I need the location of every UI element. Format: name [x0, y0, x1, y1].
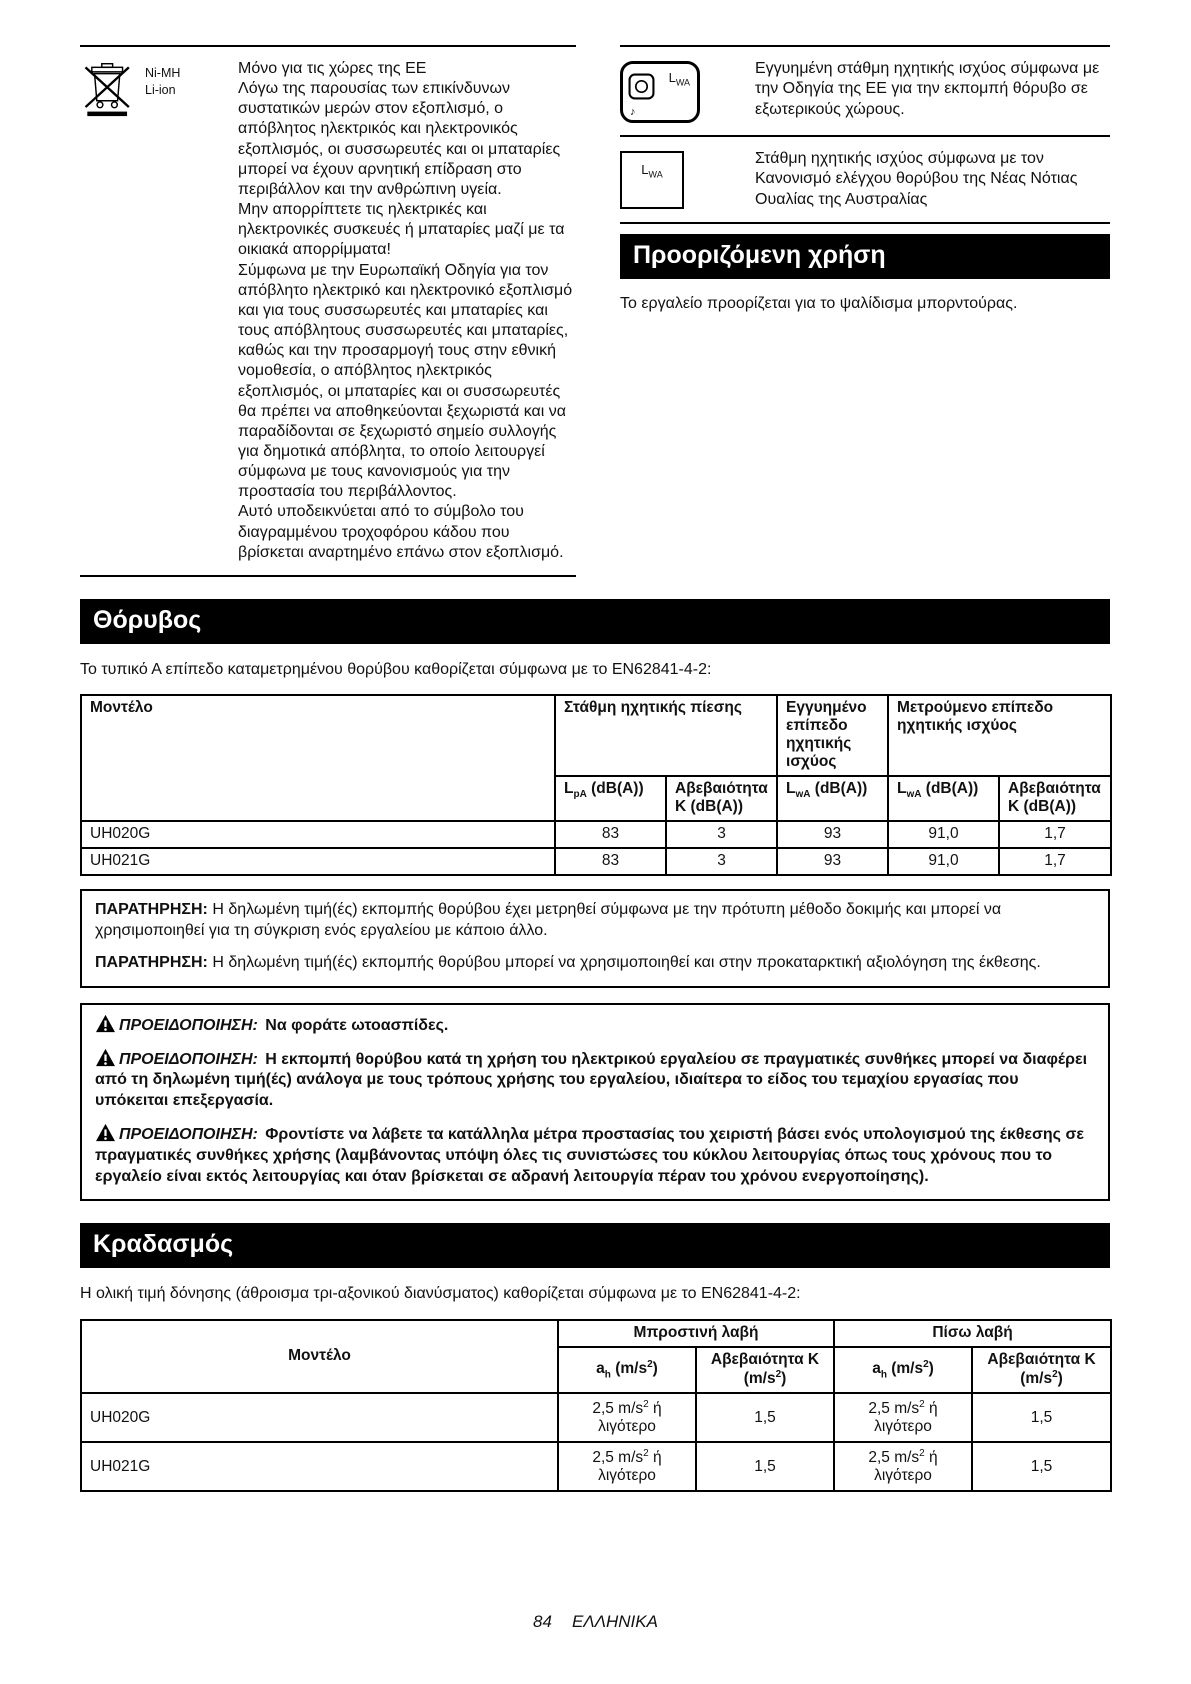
noise-subcol-uncertainty-1: Αβεβαιότητα K (dB(A)) — [666, 776, 777, 821]
model-cell: UH020G — [81, 1393, 558, 1442]
noise-table-group-header-row — [81, 695, 1111, 776]
page-number: 84 — [533, 1612, 552, 1631]
value-cell: 83 — [555, 848, 666, 875]
noise-subcol-lwa-guaranteed: $L_{wA}$ (dB(A)) — [777, 776, 888, 821]
vibration-table — [80, 1319, 1112, 1492]
vibration-subcol-uncertainty-front: Αβεβαιότητα K $(m/s^2)$ — [696, 1347, 834, 1393]
warning-paragraph — [95, 1123, 1095, 1187]
vibration-group-rear-handle: Πίσω λαβή — [834, 1320, 1111, 1347]
sound-power-nsw-icon — [620, 151, 684, 209]
sound-symbol-figure — [620, 59, 755, 123]
sound-symbol-text: Στάθμη ηχητικής ισχύος σύμφωνα με τον Κανονισμό ελέγχου θορύβου της Νέας Νότιας Ουαλίας της Αυστραλίας — [755, 150, 1078, 208]
noise-table — [80, 694, 1112, 876]
vibration-heading: Κραδασμός — [80, 1223, 1110, 1268]
disposal-paragraph: Μην απορρίπτετε τις ηλεκτρικές και ηλεκτρονικές συσκευές ή μπαταρίες μαζί με τα οικιακά απορρίμματα! — [238, 201, 565, 259]
vibration-group-front-handle: Μπροστινή λαβή — [558, 1320, 834, 1347]
warning-icon — [95, 1014, 116, 1033]
value-cell: 2,5 $m/s^2$ ή λιγότερο — [558, 1393, 696, 1442]
value-cell: 91,0 — [888, 821, 999, 848]
disposal-paragraph: Μόνο για τις χώρες της ΕΕ — [238, 60, 427, 77]
note-paragraph — [95, 953, 1095, 974]
noise-subcol-lwa-measured: $L_{wA}$ (dB(A)) — [888, 776, 999, 821]
battery-chemistry-labels — [145, 61, 180, 563]
warning-label: ΠΡΟΕΙΔΟΠΟΙΗΣΗ: — [119, 1016, 258, 1034]
disposal-text — [238, 59, 576, 563]
note-body: Η δηλωμένη τιμή(ές) εκπομπής θορύβου έχει μετρηθεί σύμφωνα με την πρότυπη μέθοδο δοκιμής και μπορεί να χρησιμοποιηθεί για τη σύγκριση ενός εργαλείου με κάποιο άλλο. — [95, 901, 1002, 940]
page-footer — [0, 1612, 1191, 1632]
noise-group-guaranteed-power: Εγγυημένο επίπεδο ηχητικής ισχύος — [777, 695, 888, 776]
sound-symbol-row — [620, 137, 1110, 222]
music-note-glyph: ♪ — [630, 106, 636, 118]
note-body: Η δηλωμένη τιμή(ές) εκπομπής θορύβου μπορεί να χρησιμοποιηθεί και στην προκαταρκτική αξιολόγηση της έκθεσης. — [212, 953, 1041, 971]
noise-col-model: Μοντέλο — [81, 695, 555, 821]
battery-label-liion: Li-ion — [145, 82, 176, 97]
model-cell: UH020G — [81, 821, 555, 848]
warning-paragraph — [95, 1014, 1095, 1037]
note-paragraph — [95, 900, 1095, 942]
vibration-intro: Η ολική τιμή δόνησης (άθροισμα τρι-αξονικού διανύσματος) καθορίζεται σύμφωνα με το EN62841-4-2: — [80, 1285, 801, 1303]
divider — [80, 575, 576, 577]
warning-body: Η εκπομπή θορύβου κατά τη χρήση του ηλεκτρικού εργαλείου σε πραγματικές συνθήκες μπορεί να διαφέρει από τη δηλωμένη τιμή(ές) ανάλογα με τους τρόπους χρήσης του εργαλείου, ιδιαίτερα το είδος του τεμαχίου εργασίας που υπόκειται επεξεργασία. — [95, 1050, 1088, 1110]
value-cell: 1,7 — [999, 821, 1111, 848]
weee-crossed-bin-icon — [80, 61, 138, 117]
model-cell: UH021G — [81, 848, 555, 875]
warning-box — [80, 1003, 1110, 1202]
divider — [620, 222, 1110, 224]
warning-label: ΠΡΟΕΙΔΟΠΟΙΗΣΗ: — [119, 1050, 258, 1068]
value-cell: 2,5 $m/s^2$ ή λιγότερο — [834, 1393, 972, 1442]
value-cell: 1,5 — [696, 1442, 834, 1491]
table-row — [81, 1442, 1111, 1491]
value-cell: 3 — [666, 821, 777, 848]
vibration-col-model: Μοντέλο — [81, 1320, 558, 1393]
noise-heading: Θόρυβος — [80, 599, 1110, 644]
value-cell: 1,5 — [696, 1393, 834, 1442]
disposal-row — [80, 47, 576, 575]
value-cell: 1,5 — [972, 1393, 1111, 1442]
warning-label: ΠΡΟΕΙΔΟΠΟΙΗΣΗ: — [119, 1125, 258, 1143]
warning-paragraph — [95, 1048, 1095, 1112]
noise-group-measured-power: Μετρούμενο επίπεδο ηχητικής ισχύος — [888, 695, 1111, 776]
disposal-paragraph: Λόγω της παρουσίας των επικίνδυνων συστατικών μερών στον εξοπλισμό, ο απόβλητος ηλεκτρικός και ηλεκτρονικός εξοπλισμός, οι συσσωρευτές και οι μπαταρίες μπορεί να έχουν αρνητική επίδραση στο περιβάλλον και την ανθρώπινη υγεία. — [238, 80, 561, 198]
language-label: ΕΛΛΗΝΙΚΑ — [571, 1612, 658, 1631]
vibration-subcol-ah-front: $a_h$ $(m/s^2)$ — [558, 1347, 696, 1393]
noise-group-sound-pressure: Στάθμη ηχητικής πίεσης — [555, 695, 777, 776]
disposal-figure — [80, 59, 238, 563]
sound-symbol-text: Εγγυημένη στάθμη ηχητικής ισχύος σύμφωνα με την Οδηγία της ΕΕ για την εκπομπή θόρυβο σε εξωτερικούς χώρους. — [755, 60, 1100, 118]
intended-use-heading: Προοριζόμενη χρήση — [620, 234, 1110, 279]
sound-symbol-row — [620, 47, 1110, 135]
intended-use-body: Το εργαλείο προορίζεται για το ψαλίδισμα μπορντούρας. — [620, 294, 1018, 312]
noise-subcol-lpa: $L_{pA}$ (dB(A)) — [555, 776, 666, 821]
value-cell: 2,5 $m/s^2$ ή λιγότερο — [558, 1442, 696, 1491]
warning-icon — [95, 1048, 116, 1067]
disposal-paragraph: Αυτό υποδεικνύεται από το σύμβολο του διαγραμμένου τροχοφόρου κάδου που βρίσκεται αναρτημένο επάνω στον εξοπλισμό. — [238, 503, 564, 561]
value-cell: 93 — [777, 848, 888, 875]
guaranteed-sound-power-icon — [620, 61, 700, 123]
disposal-paragraph: Σύμφωνα με την Ευρωπαϊκή Οδηγία για τον απόβλητο ηλεκτρικό και ηλεκτρονικό εξοπλισμό και για τους συσσωρευτές και μπαταρίες και τους απόβλητους συσσωρευτές και μπαταρίες, καθώς και την προσαρμογή τους στην εθνική νομοθεσία, ο απόβλητος ηλεκτρικός εξοπλισμός, οι μπαταρίες και οι συσσωρευτές θα πρέπει να αποθηκεύονται ξεχωριστά και να παραδίδονται σε ξεχωριστό σημείο συλλογής για δημοτικά απόβλητα, το οποίο λειτουργεί σύμφωνα με τους κανονισμούς για την προστασία του περιβάλλοντος. — [238, 261, 573, 501]
vibration-subcol-uncertainty-rear: Αβεβαιότητα K $(m/s^2)$ — [972, 1347, 1111, 1393]
lwa-label: $L_{WA}$ — [641, 162, 663, 180]
warning-body: Να φοράτε ωτοασπίδες. — [265, 1016, 449, 1034]
table-row — [81, 1393, 1111, 1442]
noise-subcol-uncertainty-2: Αβεβαιότητα K (dB(A)) — [999, 776, 1111, 821]
warning-icon — [95, 1123, 116, 1142]
table-row — [81, 848, 1111, 875]
right-column — [620, 45, 1110, 314]
vibration-subcol-ah-rear: $a_h$ $(m/s^2)$ — [834, 1347, 972, 1393]
vibration-table-group-header-row — [81, 1320, 1111, 1347]
warning-body: Φροντίστε να λάβετε τα κατάλληλα μέτρα προστασίας του χειριστή βάσει ενός υπολογισμού της έκθεσης σε πραγματικές συνθήκες χρήσης (λαμβάνοντας υπόψη όλες τις συνιστώσες του κύκλου λειτουργίας όπως τους χρόνους που το εργαλείο είναι εκτός λειτουργίας και όταν βρίσκεται σε αδρανή λειτουργία πέραν του χρόνου ενεργοποίησης). — [95, 1125, 1084, 1185]
value-cell: 93 — [777, 821, 888, 848]
value-cell: 2,5 $m/s^2$ ή λιγότερο — [834, 1442, 972, 1491]
disposal-section — [80, 45, 576, 577]
value-cell: 3 — [666, 848, 777, 875]
battery-label-nimh: Ni-MH — [145, 66, 181, 80]
outdoor-equipment-glyph — [628, 73, 655, 100]
table-row — [81, 821, 1111, 848]
noise-intro: Το τυπικό Α επίπεδο καταμετρημένου θορύβου καθορίζεται σύμφωνα με το EN62841-4-2: — [80, 660, 712, 678]
value-cell: 91,0 — [888, 848, 999, 875]
sound-symbol-figure — [620, 149, 755, 210]
note-box — [80, 889, 1110, 987]
note-label: ΠΑΡΑΤΗΡΗΣΗ: — [95, 901, 208, 919]
lwa-label: $L_{WA}$ — [668, 70, 690, 88]
top-columns — [80, 45, 1110, 577]
note-label: ΠΑΡΑΤΗΡΗΣΗ: — [95, 953, 208, 971]
value-cell: 1,7 — [999, 848, 1111, 875]
value-cell: 83 — [555, 821, 666, 848]
model-cell: UH021G — [81, 1442, 558, 1491]
value-cell: 1,5 — [972, 1442, 1111, 1491]
